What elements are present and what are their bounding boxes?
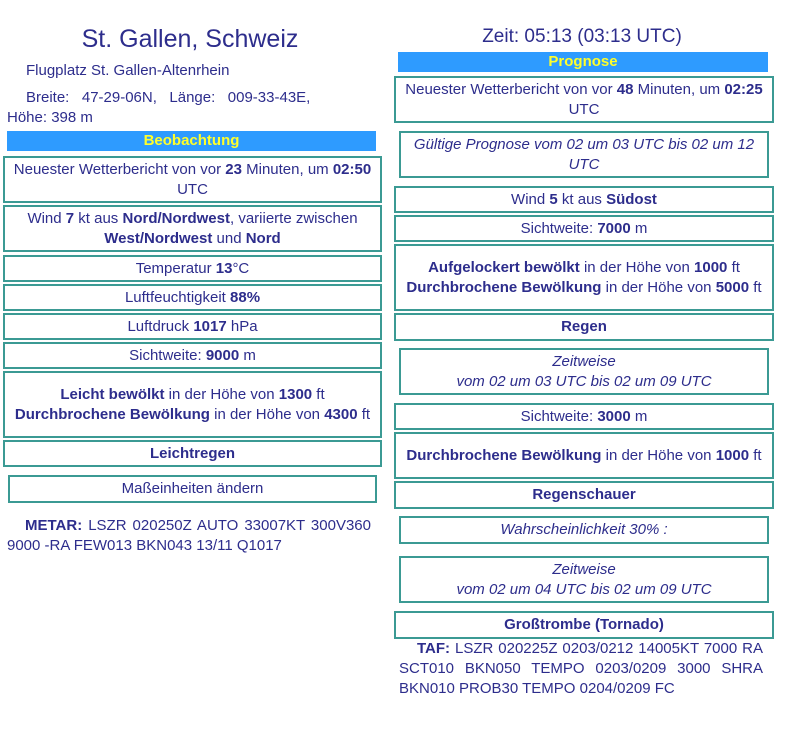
fc-valid-period: Gültige Prognose vom 02 um 03 UTC bis 02 um 12 UTC [399, 131, 769, 178]
station-coordinates: Breite: 47-29-06N, Länge: 009-33-43E, [26, 89, 311, 106]
obs-latest-report: Neuester Wetterbericht von vor 23 Minuten, um 02:50 UTC [3, 156, 382, 203]
taf-text: TAF: LSZR 020225Z 0203/0212 14005KT 7000 RA SCT010 BKN050 TEMPO 0203/0209 3000 SHRA BKN010 PROB30 TEMPO 0204/0209 FC [399, 640, 763, 697]
obs-wind: Wind 7 kt aus Nord/Nordwest, variierte zwischen West/Nordwest und Nord [3, 205, 382, 252]
fc-wind: Wind 5 kt aus Südost [394, 186, 774, 213]
station-elevation: Höhe: 398 m [7, 109, 93, 126]
fc-clouds: Aufgelockert bewölkt in der Höhe von 1000 ft Durchbrochene Bewölkung in der Höhe von 5000 ft [394, 244, 774, 311]
fc-tempo1-visibility: Sichtweite: 3000 m [394, 403, 774, 430]
fc-tempo2-period: Zeitweise vom 02 um 04 UTC bis 02 um 09 UTC [399, 556, 769, 603]
fc-tempo1-weather: Regenschauer [394, 481, 774, 509]
obs-weather: Leichtregen [3, 440, 382, 467]
obs-clouds: Leicht bewölkt in der Höhe von 1300 ft Durchbrochene Bewölkung in der Höhe von 4300 ft [3, 371, 382, 438]
fc-latest-report: Neuester Wetterbericht von vor 48 Minuten, um 02:25 UTC [394, 76, 774, 123]
airport-name: Flugplatz St. Gallen-Altenrhein [26, 62, 230, 79]
fc-weather: Regen [394, 313, 774, 341]
fc-tempo1-period: Zeitweise vom 02 um 03 UTC bis 02 um 09 UTC [399, 348, 769, 395]
observation-band: Beobachtung [7, 131, 376, 151]
fc-visibility: Sichtweite: 7000 m [394, 215, 774, 242]
obs-temperature: Temperatur 13°C [3, 255, 382, 282]
fc-tempo1-clouds: Durchbrochene Bewölkung in der Höhe von 1000 ft [394, 432, 774, 479]
forecast-band: Prognose [398, 52, 768, 72]
station-title: St. Gallen, Schweiz [81, 25, 299, 53]
obs-pressure: Luftdruck 1017 hPa [3, 313, 382, 340]
metar-text: METAR: LSZR 020250Z AUTO 33007KT 300V360 9000 -RA FEW013 BKN043 13/11 Q1017 [7, 517, 371, 554]
fc-tempo2-weather: Großtrombe (Tornado) [394, 611, 774, 639]
change-units-button[interactable]: Maßeinheiten ändern [8, 475, 377, 503]
current-time: Zeit: 05:13 (03:13 UTC) [482, 26, 682, 47]
obs-visibility: Sichtweite: 9000 m [3, 342, 382, 369]
fc-probability: Wahrscheinlichkeit 30% : [399, 516, 769, 544]
obs-humidity: Luftfeuchtigkeit 88% [3, 284, 382, 311]
